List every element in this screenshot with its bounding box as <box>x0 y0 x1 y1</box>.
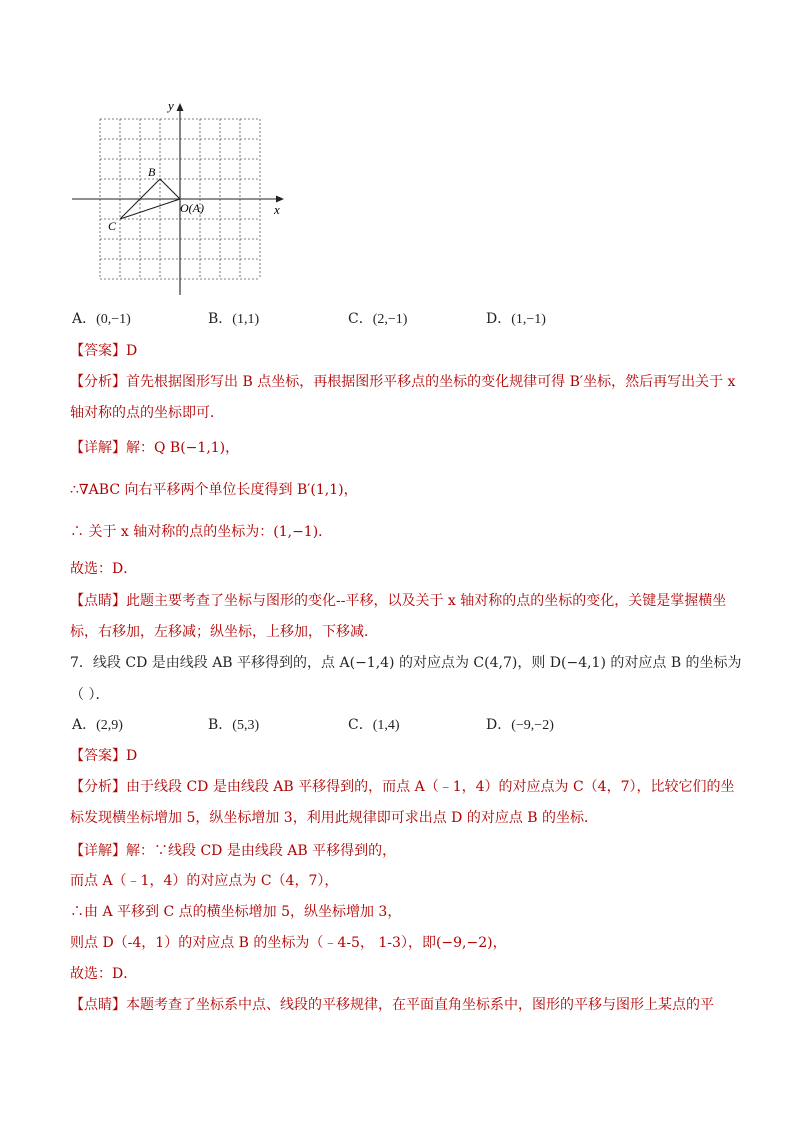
x-axis-label: x <box>274 202 280 217</box>
q7-analysis-line-2: 标发现横坐标增加 5，纵坐标增加 3，利用此规律即可求出点 D 的对应点 B 的坐标． <box>70 810 599 826</box>
point-c-label: C <box>108 219 117 233</box>
coordinate-grid-figure <box>68 96 298 301</box>
q7-comment-tag: 【点睛】 <box>70 997 126 1013</box>
q6-option-d-key: D． <box>486 311 512 327</box>
q7-answer-line <box>70 746 137 766</box>
q6-option-c-key: C． <box>348 311 373 327</box>
q6-answer-tag: 【答案】 <box>70 343 126 359</box>
q7-detail-line-2: 而点 A（﹣1，4）的对应点为 C（4，7）， <box>70 873 339 889</box>
q7-option-a-key: A． <box>72 717 97 733</box>
q6-option-a-key: A． <box>72 311 97 327</box>
q6-answer-line <box>70 341 137 361</box>
q7-detail-line-3: ∴由 A 平移到 C 点的横坐标增加 5，纵坐标增加 3， <box>70 904 402 920</box>
q6-comment-tag: 【点睛】 <box>70 593 126 609</box>
q7-stem-line-1: 7．线段 CD 是由线段 AB 平移得到的，点 A(−1,4) 的对应点为 C(4,7)，则 D(−4,1) 的对应点 B 的坐标为 <box>70 655 742 671</box>
q6-analysis-tag: 【分析】 <box>70 374 126 390</box>
q6-option-a-value: (0,−1) <box>96 312 131 327</box>
q6-option-b-value: (1,1) <box>232 312 260 327</box>
q6-detail-text-1: 解：Q B(−1,1)， <box>126 440 240 456</box>
q7-option-c-value: (1,4) <box>372 718 400 733</box>
q6-comment-line-2: 标，右移加，左移减；纵坐标，上移加，下移减． <box>70 624 378 640</box>
q7-option-b-value: (5,3) <box>232 718 260 733</box>
q6-detail-line-4: 故选：D． <box>70 561 138 577</box>
q7-analysis-line-1 <box>70 777 735 797</box>
q6-detail-tag: 【详解】 <box>70 440 126 456</box>
q6-analysis-text-1: 首先根据图形写出 B 点坐标，再根据图形平移点的坐标的变化规律可得 B′坐标，然后再写出关于 x <box>126 374 736 390</box>
q6-option-b-key: B． <box>208 311 233 327</box>
q7-analysis-text-1: 由于线段 CD 是由线段 AB 平移得到的，而点 A（﹣1，4）的对应点为 C（4，7），比较它们的坐 <box>126 779 735 795</box>
q6-answer-value: D <box>126 343 138 359</box>
q7-option-d-key: D． <box>486 717 512 733</box>
q6-analysis-line-2: 轴对称的点的坐标即可． <box>70 405 224 421</box>
q6-analysis-line-1 <box>70 372 735 392</box>
q7-stem-line-2: （ ）． <box>70 687 110 703</box>
q7-comment-line-1 <box>70 995 714 1015</box>
q7-analysis-tag: 【分析】 <box>70 779 126 795</box>
q6-option-c-value: (2,−1) <box>372 312 408 327</box>
q6-detail-line-3: ∴ 关于 x 轴对称的点的坐标为：(1,−1)． <box>70 524 333 540</box>
point-o-label: O(A) <box>180 201 204 215</box>
q7-option-a-value: (2,9) <box>96 718 123 733</box>
q7-detail-line-5: 故选：D． <box>70 966 138 982</box>
q6-comment-text-1: 此题主要考查了坐标与图形的变化--平移，以及关于 x 轴对称的点的坐标的变化，关键是掌握横坐 <box>126 593 727 609</box>
q6-detail-line-2: ∴∇ABC 向右平移两个单位长度得到 B′(1,1)， <box>70 482 358 498</box>
q7-detail-line-4: 则点 D（-4，1）的对应点 B 的坐标为（﹣4-5， 1-3），即(−9,−2)， <box>70 935 507 951</box>
q7-option-d-value: (−9,−2) <box>511 718 554 733</box>
q6-detail-line-1 <box>70 438 239 458</box>
q7-detail-line-1 <box>70 841 396 861</box>
q7-option-c-key: C． <box>348 717 373 733</box>
q7-answer-value: D <box>126 748 138 764</box>
q6-comment-line-1 <box>70 591 726 611</box>
q7-detail-tag: 【详解】 <box>70 843 126 859</box>
q7-comment-text-1: 本题考查了坐标系中点、线段的平移规律，在平面直角坐标系中，图形的平移与图形上某点的平 <box>126 997 714 1013</box>
q7-detail-text-1: 解：∵线段 CD 是由线段 AB 平移得到的， <box>126 843 397 859</box>
y-axis-label: y <box>168 98 174 113</box>
q6-option-d-value: (1,−1) <box>511 312 546 327</box>
q7-option-b-key: B． <box>208 717 233 733</box>
q7-answer-tag: 【答案】 <box>70 748 126 764</box>
point-b-label: B <box>148 165 156 179</box>
